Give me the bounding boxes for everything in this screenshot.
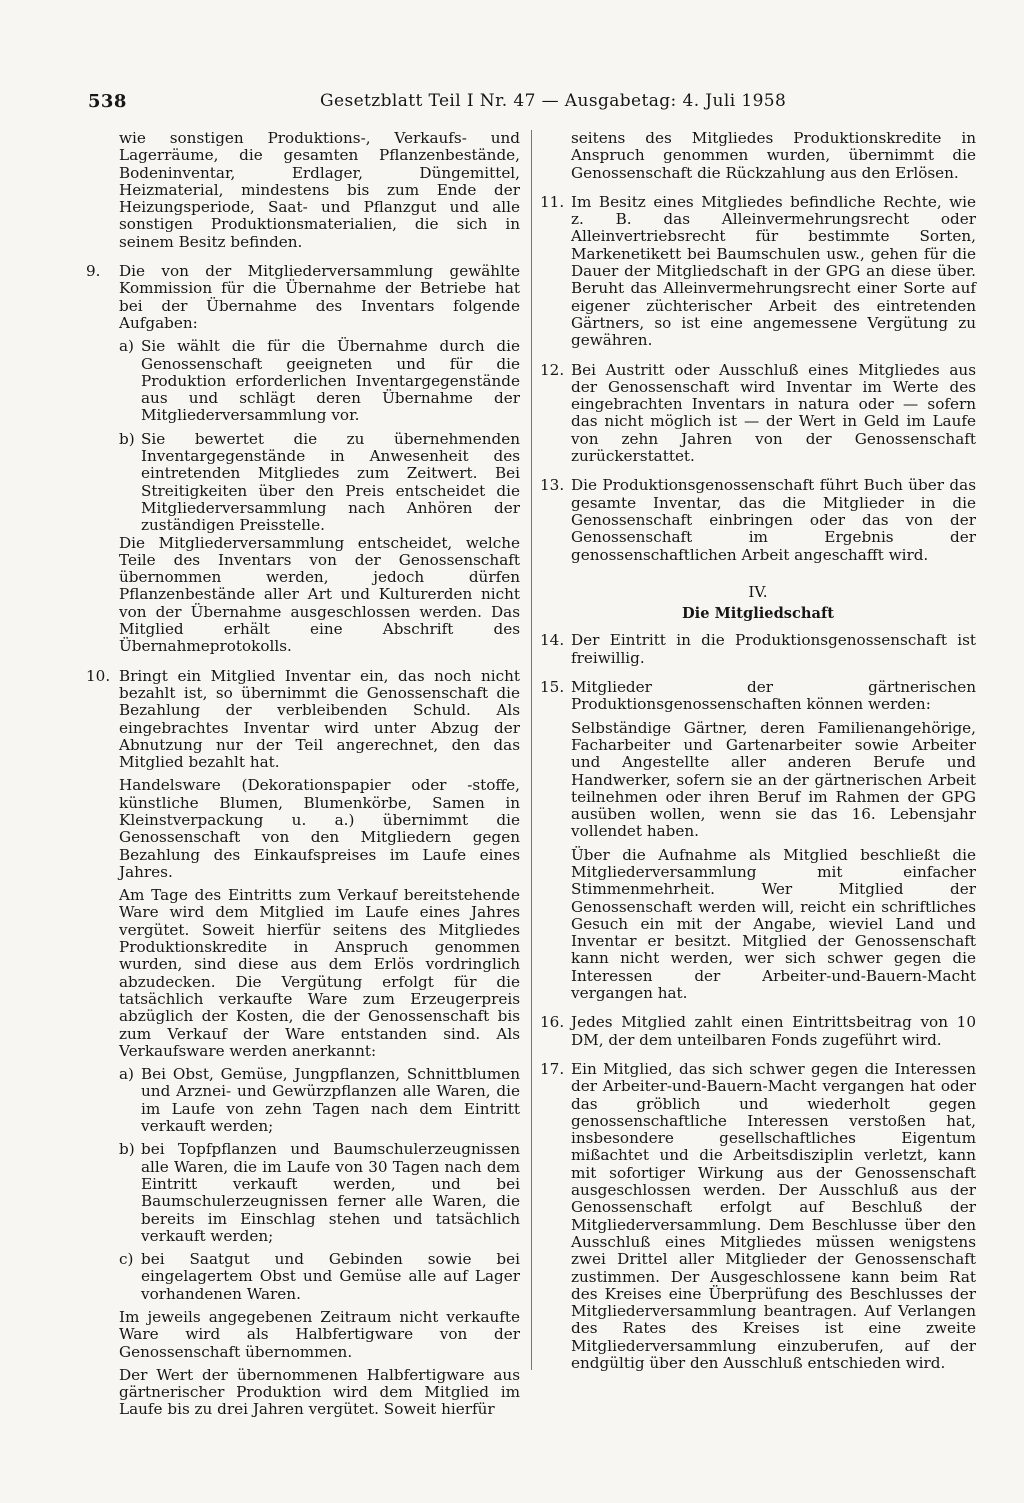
- sub-letter: c): [119, 1250, 134, 1269]
- page-header: [88, 91, 980, 117]
- item-number: 12.: [540, 360, 565, 379]
- item-number: 15.: [540, 678, 565, 697]
- right-column: [540, 130, 976, 1372]
- item-text: Die Produktionsgenossenschaft führt Buch über das gesamte Inventar, das die Mitglieder in die Genossenschaft einbringen oder das von der Genossenschaft im Ergebnis der genossenschaftlichen Arbeit angeschafft wird.: [571, 476, 976, 564]
- item-15-paragraph-2: Selbständige Gärtner, deren Familienangehörige, Facharbeiter und Gartenarbeiter sowie Arbeiter und Angestellte aller anderen Berufe und Handwerker, sofern sie an der gärtnerischen Arbeit teilnehmen oder ihren Beruf im Rahmen der GPG ausüben wollen, wenn sie das 16. Lebensjahr vollendet haben.: [571, 718, 976, 841]
- section-title: Die Mitgliedschaft: [682, 605, 834, 623]
- item-10-paragraph-1: Bringt ein Mitglied Inventar ein, das noch nicht bezahlt ist, so übernimmt die Genossenschaft die Bezahlung der verbleibenden Schuld. Als eingebrachtes Inventar wird unter Abzug der Abnutzung nur der Teil angerechnet, den das Mitglied bezahlt hat.: [119, 666, 520, 772]
- item-9: [88, 263, 520, 656]
- sub-text: bei Saatgut und Gebinden sowie bei eingelagertem Obst und Gemüse alle auf Lager vorhandenen Waren.: [141, 1250, 520, 1303]
- item-10-sub-a: [119, 1066, 520, 1135]
- item-15-paragraph-1: Mitglieder der gärtnerischen Produktionsgenossenschaften können werden:: [571, 678, 976, 714]
- item-text: Im Besitz eines Mitgliedes befindliche Rechte, wie z. B. das Alleinvermehrungsrecht oder Alleinvertriebsrecht für bestimmte Sorten, Markenetikett bei Baumschulen usw., gehen für die Dauer der Mitgliedschaft in der GPG an diese über. Beruht das Alleinvermehrungsrecht einer Sorte auf eigener züchterischer Arbeit des eintretenden Gärtners, so ist eine angemessene Vergütung zu gewähren.: [571, 192, 976, 350]
- item-9-intro: Die von der Mitgliederversammlung gewählte Kommission für die Übernahme der Betriebe hat bei der Übernahme des Inventars folgende Aufgaben:: [119, 262, 520, 332]
- item-16: [540, 1014, 976, 1049]
- item-12: [540, 362, 976, 466]
- column-divider: [531, 130, 532, 1370]
- sub-text: Sie wählt die für die Übernahme durch die Genossenschaft geeigneten und für die Produktion erforderlichen Inventargegenstände aus und schlägt deren Übernahme der Mitgliederversammlung vor.: [141, 337, 520, 425]
- item-13: [540, 477, 976, 563]
- sub-text: Sie bewertet die zu übernehmenden Inventargegenstände in Anwesenheit des eintretenden Mitgliedes zum Zeitwert. Bei Streitigkeiten über den Preis entscheidet die Mitgliederversammlung nach Anhören der zuständigen Preisstelle.: [141, 429, 520, 535]
- sub-letter: b): [119, 429, 135, 448]
- item-9-sub-b: [119, 431, 520, 535]
- item-number: 17.: [540, 1059, 565, 1078]
- sub-letter: a): [119, 1065, 134, 1084]
- item-9-tail: Die Mitgliederversammlung entscheidet, welche Teile des Inventars von der Genossenschaft übernommen werden, jedoch dürfen Pflanzenbestände aller Art und Kulturerden nicht von der Übernahme ausgeschlossen werden. Das Mitglied erhält eine Abschrift des Übernahmeprotokolls.: [119, 533, 520, 656]
- item-text: Jedes Mitglied zahlt einen Eintrittsbeitrag von 10 DM, der dem unteilbaren Fonds zugeführt wird.: [571, 1013, 976, 1049]
- item-text: Bei Austritt oder Ausschluß eines Mitgliedes aus der Genossenschaft wird Inventar im Werte des eingebrachten Inventars in natura oder — sofern das nicht möglich ist — der Wert in Geld im Laufe von zehn Jahren von der Genossenschaft zurückerstattet.: [571, 360, 976, 466]
- sub-letter: a): [119, 337, 134, 356]
- sub-letter: b): [119, 1140, 135, 1159]
- item-9-sub-a: [119, 338, 520, 424]
- section-number: IV.: [748, 582, 768, 601]
- item-number: 10.: [86, 666, 111, 685]
- sub-text: bei Topfpflanzen und Baumschulerzeugnissen alle Waren, die im Laufe von 30 Tagen nach dem Eintritt verkauft werden, und bei Baumschulerzeugnissen ferner alle Waren, die bereits im Einschlag stehen und tatsächlich verkauft werden;: [141, 1140, 520, 1245]
- left-column: [88, 130, 520, 1419]
- item-text: Ein Mitglied, das sich schwer gegen die Interessen der Arbeiter-und-Bauern-Macht vergangen hat oder das gröblich und wiederholt gegen genossenschaftliche Interessen verstoßen hat, insbesondere gesellschaftliches Eigentum mißachtet und die Arbeitsdisziplin verletzt, kann mit sofortiger Wirkung aus der Genossenschaft ausgeschlossen werden. Der Ausschluß aus der Genossenschaft erfolgt auf Beschluß der Mitgliederversammlung. Dem Beschlusse über den Ausschluß eines Mitgliedes müssen wenigstens zwei Drittel aller Mitglieder der Genossenschaft zustimmen. Der Ausgeschlossene kann beim Rat des Kreises eine Überprüfung des Beschlusses der Mitgliederversammlung beantragen. Auf Verlangen des Rates des Kreises ist eine zweite Mitgliederversammlung einzuberufen, auf der endgültig über den Ausschluß entschieden wird.: [571, 1059, 976, 1372]
- continuation-paragraph: seitens des Mitgliedes Produktionskredite in Anspruch genommen wurden, übernimmt die Genossenschaft die Rückzahlung aus den Erlösen.: [571, 129, 976, 182]
- running-head: Gesetzblatt Teil I Nr. 47 — Ausgabetag: 4. Juli 1958: [320, 91, 787, 111]
- item-14: [540, 632, 976, 667]
- item-10-paragraph-3: Am Tage des Eintritts zum Verkauf bereitstehende Ware wird dem Mitglied im Laufe eines Jahres vergütet. Soweit hierfür seitens des Mitgliedes Produktionskredite in Anspruch genommen wurden, sind diese aus dem Erlös vordringlich abzudecken. Die Vergütung erfolgt für die tatsächlich verkaufte Ware zum Erzeugerpreis abzüglich der Kosten, die der Genossenschaft bis zum Verkauf der Ware entstanden sind. Als Verkaufsware werden anerkannt:: [119, 886, 520, 1060]
- item-number: 14.: [540, 631, 565, 650]
- item-10-paragraph-2: Handelsware (Dekorationspapier oder -stoffe, künstliche Blumen, Blumenkörbe, Samen in Kleinstverpackung u. a.) übernimmt die Genossenschaft von den Mitgliedern gegen Bezahlung des Einkaufspreises im Laufe eines Jahres.: [119, 776, 520, 881]
- item-15-paragraph-3: Über die Aufnahme als Mitglied beschließt die Mitgliederversammlung mit einfacher Stimmenmehrheit. Wer Mitglied der Genossenschaft werden will, reicht ein schriftliches Gesuch ein mit der Angabe, wieviel Land und Inventar er besitzt. Mitglied der Genossenschaft kann nicht werden, wer sich schwer gegen die Interessen der Arbeiter-und-Bauern-Macht vergangen hat.: [571, 845, 976, 1003]
- item-number: 16.: [540, 1013, 565, 1032]
- item-10: [88, 668, 520, 1419]
- item-10-paragraph-4: Im jeweils angegebenen Zeitraum nicht verkaufte Ware wird als Halbfertigware von der Genossenschaft übernommen.: [119, 1308, 520, 1361]
- item-17: [540, 1061, 976, 1372]
- item-number: 9.: [86, 262, 101, 281]
- item-11: [540, 194, 976, 350]
- item-10-sub-b: [119, 1141, 520, 1245]
- page-number: 538: [88, 91, 127, 112]
- continuation-paragraph: wie sonstigen Produktions-, Verkaufs- und Lagerräume, die gesamten Pflanzenbestände, Bodeninventar, Erdlager, Düngemittel, Heizmaterial, mindestens bis zum Ende der Heizungsperiode, Saat- und Pflanzgut und alle sonstigen Produktionsmaterialien, die sich in seinem Besitz befinden.: [119, 129, 520, 251]
- item-15: [540, 679, 976, 1002]
- sub-text: Bei Obst, Gemüse, Jungpflanzen, Schnittblumen und Arznei- und Gewürzpflanzen alle Waren, die im Laufe von zehn Tagen nach dem Eintritt verkauft werden;: [141, 1065, 520, 1136]
- item-number: 13.: [540, 476, 565, 495]
- item-10-paragraph-5: Der Wert der übernommenen Halbfertigware aus gärtnerischer Produktion wird dem Mitglied im Laufe bis zu drei Jahren vergütet. Soweit hierfür: [119, 1365, 520, 1419]
- item-10-sub-c: [119, 1251, 520, 1303]
- item-number: 11.: [540, 192, 565, 211]
- item-text: Der Eintritt in die Produktionsgenossenschaft ist freiwillig.: [571, 631, 976, 667]
